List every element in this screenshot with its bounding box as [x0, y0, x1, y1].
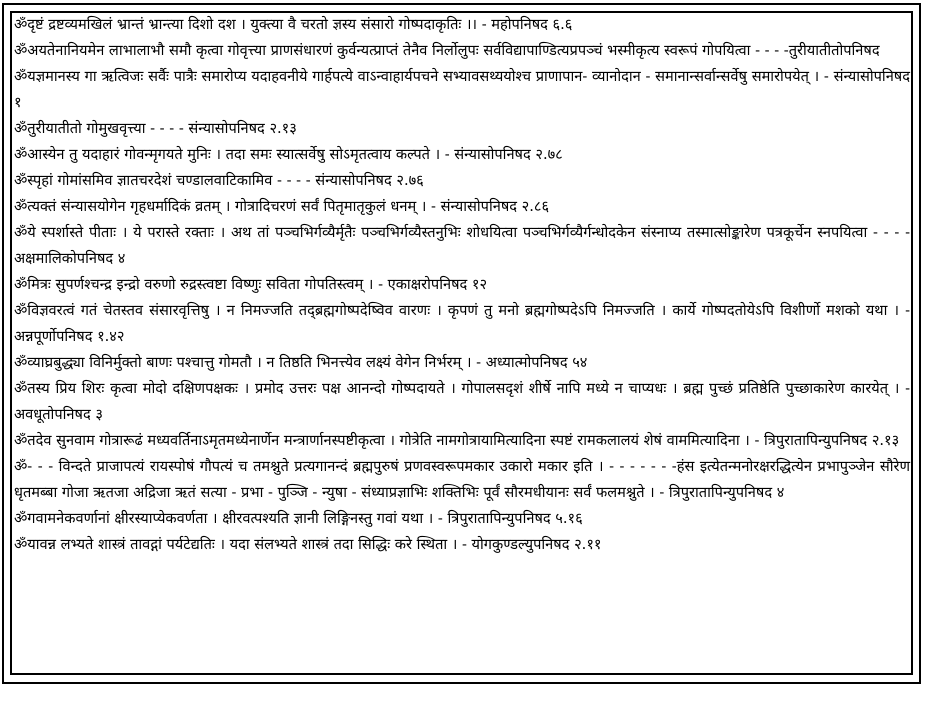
verse-sannyasopanishad-2-76: ॐस्पृहां गोमांसमिव ज्ञातचरदेशं चण्डालवाटिकामिव - - - - संन्यासोपनिषद २.७६ — [14, 172, 424, 189]
verse-tripuratapini-4: ॐ- - - विन्दते प्राजापत्यं रायस्पोषं गौपत्यं च तमश्नुते प्रत्यगानन्दं ब्रह्मपुरुषं प्रणवस्वरूपमकार उकारो मकार इति । - - - - - - -हंस इत्येतन्मनोरक्षरद्धित्येन प्रभापुञ्जेन सौरेण धृतमब्बा गोजा ऋतजा अद्रिजा ऋतं सत्या - प्रभा - पुञ्जि - न्युषा - संध्याप्रज्ञाभिः शक्तिभिः पूर्वं सौरमधीयानः सर्वं फलमश्नुते । - त्रिपुरातापिन्युपनिषद ४ — [14, 458, 910, 501]
verse-tripuratapini-2-13: ॐतदेव सुनवाम गोत्रारूढं मध्यवर्तिनाऽमृतमध्येनार्णेन मन्त्रार्णानस्पष्टीकृत्वा । गोत्रेति नामगोत्रायामित्यादिना स्पष्टं रामकलालयं शेषं वाममित्यादिना । - त्रिपुरातापिन्युपनिषद २.१३ — [14, 432, 900, 449]
verse-sannyasopanishad-2-78: ॐआस्येन तु यदाहारं गोवन्मृगयते मुनिः । तदा समः स्यात्सर्वेषु सोऽमृतत्वाय कल्पते । - संन्यासोपनिषद २.७८ — [14, 146, 563, 163]
verse-tripuratapini-5-16: ॐगवामनेकवर्णानां क्षीरस्याप्येकवर्णता । क्षीरवत्पश्यति ज्ञानी लिङ्गिनस्तु गवां यथा । - त्रिपुरातापिन्युपनिषद ५.१६ — [14, 510, 583, 527]
verse-akshamalikopanishad-4: ॐये स्पर्शास्ते पीताः । ये परास्ते रक्ताः । अथ तां पञ्चभिर्गव्यैर्मृतैः पञ्चभिर्गव्यैस्तनुभिः शोधयित्वा पञ्चभिर्गव्यैर्गन्धोदकेन संस्नाप्य तस्मात्सोङ्कारेण पत्रकूर्चेन स्नपयित्वा - - - - अक्षमालिकोपनिषद ४ — [14, 224, 910, 267]
verse-sannyasopanishad-1: ॐयज्ञमानस्य गा ऋत्विजः सर्वैः पात्रैः समारोप्य यदाहवनीये गार्हपत्ये वाऽन्वाहार्यपचने सभ्यावसथ्ययोश्च प्राणापान- व्यानोदान - समानान्सर्वान्सर्वेषु समारोपयेत् । - संन्यासोपनिषद १ — [14, 68, 910, 111]
verse-avadhutopanishad-3: ॐतस्य प्रिय शिरः कृत्वा मोदो दक्षिणपक्षकः । प्रमोद उत्तरः पक्ष आनन्दो गोष्पदायते । गोपालसदृशं शीर्षे नापि मध्ये न चाप्यधः । ब्रह्म पुच्छं प्रतिष्ठेति पुच्छाकारेण कारयेत् । - अवधूतोपनिषद ३ — [14, 380, 910, 423]
verse-list — [14, 12, 910, 558]
verse-turiyatitopanishad: ॐअयतेनानियमेन लाभालाभौ समौ कृत्वा गोवृत्त्या प्राणसंधारणं कुर्वन्यत्प्राप्तं तेनैव निर्लोलुपः सर्वविद्यापाण्डित्यप्रपञ्चं भस्मीकृत्य स्वरूपं गोपयित्वा - - - -तुरीयातीतोपनिषद — [14, 42, 880, 59]
verse-yogakundalyupanishad-2-11: ॐयावन्न लभ्यते शास्त्रं तावद्गां पर्यटेद्यतिः । यदा संलभ्यते शास्त्रं तदा सिद्धिः करे स्थिता । - योगकुण्डल्युपनिषद २.११ — [14, 536, 602, 553]
verse-sannyasopanishad-2-13: ॐतुरीयातीतो गोमुखवृत्त्या - - - - संन्यासोपनिषद २.१३ — [14, 120, 297, 137]
verse-adhyatmopanishad-54: ॐव्याघ्रबुद्ध्या विनिर्मुक्तो बाणः पश्चात्तु गोमतौ । न तिष्ठति भिनत्त्येव लक्ष्यं वेगेन निर्भरम् । - अध्यात्मोपनिषद ५४ — [14, 354, 588, 371]
verse-mahopanishad-6-6: ॐदृष्टं द्रष्टव्यमखिलं भ्रान्तं भ्रान्त्या दिशो दश । युक्त्या वै चरतो ज्ञस्य संसारो गोष्पदाकृतिः ।। - महोपनिषद ६.६ — [14, 16, 573, 33]
verse-annapurnopanishad-1-42: ॐविज्ञवरत्वं गतं चेतस्तव संसारवृत्तिषु । न निमज्जति तद्ब्रह्मगोष्पदेष्विव वारणः । कृपणं तु मनो ब्रह्मगोष्पदेऽपि निमज्जति । कार्ये गोष्पदतोयेऽपि विशीर्णो मशको यथा । - अन्नपूर्णोपनिषद १.४२ — [14, 302, 910, 345]
verse-ekaksharopanishad-12: ॐमित्रः सुपर्णश्चन्द्र इन्द्रो वरुणो रुद्रस्त्वष्टा विष्णुः सविता गोपतिस्त्वम् । - एकाक्षरोपनिषद १२ — [14, 276, 488, 293]
verse-sannyasopanishad-2-86: ॐत्यक्तं संन्यासयोगेन गृहधर्मादिकं व्रतम् । गोत्रादिचरणं सर्वं पितृमातृकुलं धनम् । - संन्यासोपनिषद २.८६ — [14, 198, 550, 215]
